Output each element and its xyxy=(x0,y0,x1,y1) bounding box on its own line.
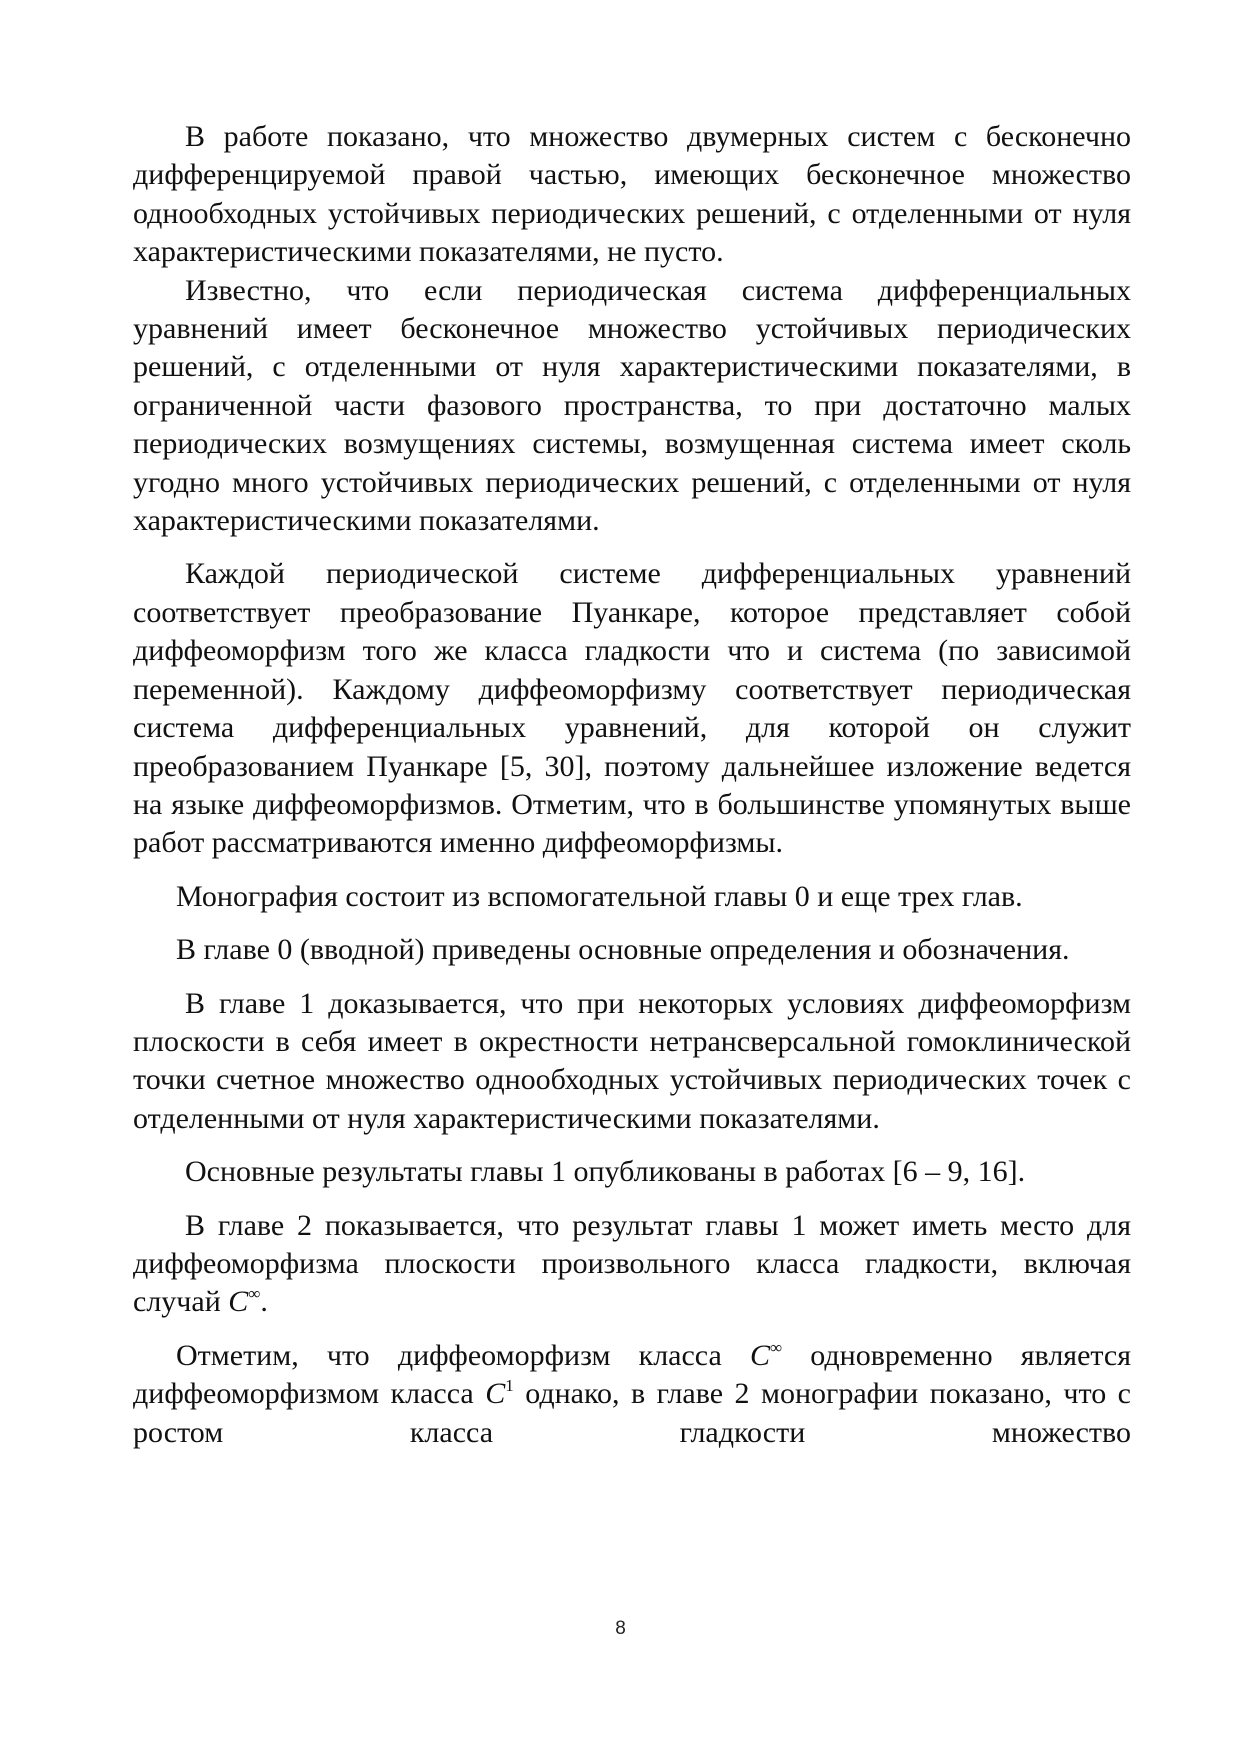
page-number: 8 xyxy=(615,1618,626,1639)
paragraph-2: Известно, что если периодическая система дифференциальных уравнений имеет бесконечное множество устойчивых периодических решений, с отделенными от нуля характеристическими показателями, в ограниченной части фазового пространства, то при достаточно малых периодических возмущениях системы, возмущенная система имеет сколь угодно много устойчивых периодических решений, с отделенными от нуля характеристическими показателями. xyxy=(133,273,1131,538)
formula-base: C xyxy=(228,1285,249,1319)
formula-c-1 xyxy=(485,1377,514,1410)
paragraph-3: Каждой периодической системе дифференциальных уравнений соответствует преобразование Пуанкаре, которое представляет собой диффеоморфизм того же класса гладкости что и система (по зависимой переменной). Каждому диффеоморфизму соответствует периодическая система дифференциальных уравнений, для которой он служит преобразованием Пуанкаре [5, 30], поэтому дальнейшее изложение ведется на языке диффеоморфизмов. Отметим, что в большинстве упомянутых выше работ рассматриваются именно диффеоморфизмы. xyxy=(133,557,1131,860)
paragraph-6: В главе 1 доказывается, что при некоторых условиях диффеоморфизм плоскости в себя имеет в окрестности нетрансверсальной гомоклинической точки счетное множество однообходных устойчивых периодических точек с отделенными от нуля характеристическими показателями. xyxy=(133,986,1131,1135)
paragraph-9 xyxy=(133,1337,1131,1452)
formula-superscript: 1 xyxy=(505,1376,514,1396)
paragraph-9-text-1: Отметим, что диффеоморфизм класса xyxy=(176,1338,750,1372)
paragraph-5: В главе 0 (вводной) приведены основные определения и обозначения. xyxy=(176,933,1070,967)
paragraph-8 xyxy=(133,1207,1131,1322)
formula-base: C xyxy=(749,1338,770,1372)
formula-c-infinity xyxy=(228,1285,260,1318)
paragraph-8-text: В главе 2 показывается, что результат главы 1 может иметь место для диффеоморфизма плоскости произвольного класса гладкости, включая случай xyxy=(133,1208,1131,1319)
paragraph-1: В работе показано, что множество двумерных систем с бесконечно дифференцируемой правой частью, имеющих бесконечное множество однообходных устойчивых периодических решений, с отделенными от нуля характеристическими показателями, не пусто. xyxy=(133,120,1131,269)
paragraph-4: Монография состоит из вспомогательной главы 0 и еще трех глав. xyxy=(176,879,1023,913)
formula-base: C xyxy=(485,1377,506,1411)
paragraph-7: Основные результаты главы 1 опубликованы в работах [6 – 9, 16]. xyxy=(185,1155,1026,1189)
paragraph-8-end: . xyxy=(260,1285,268,1319)
formula-superscript: ∞ xyxy=(769,1337,783,1357)
paragraph-9-text-2: одновременно является диффеоморфизмом класса xyxy=(133,1338,1131,1411)
body-text xyxy=(133,118,1131,1452)
paragraph-9-text-3: однако, в главе 2 монографии показано, что с ростом класса гладкости множество xyxy=(133,1377,1131,1449)
formula-superscript: ∞ xyxy=(248,1284,261,1304)
formula-c-infinity xyxy=(750,1339,782,1372)
